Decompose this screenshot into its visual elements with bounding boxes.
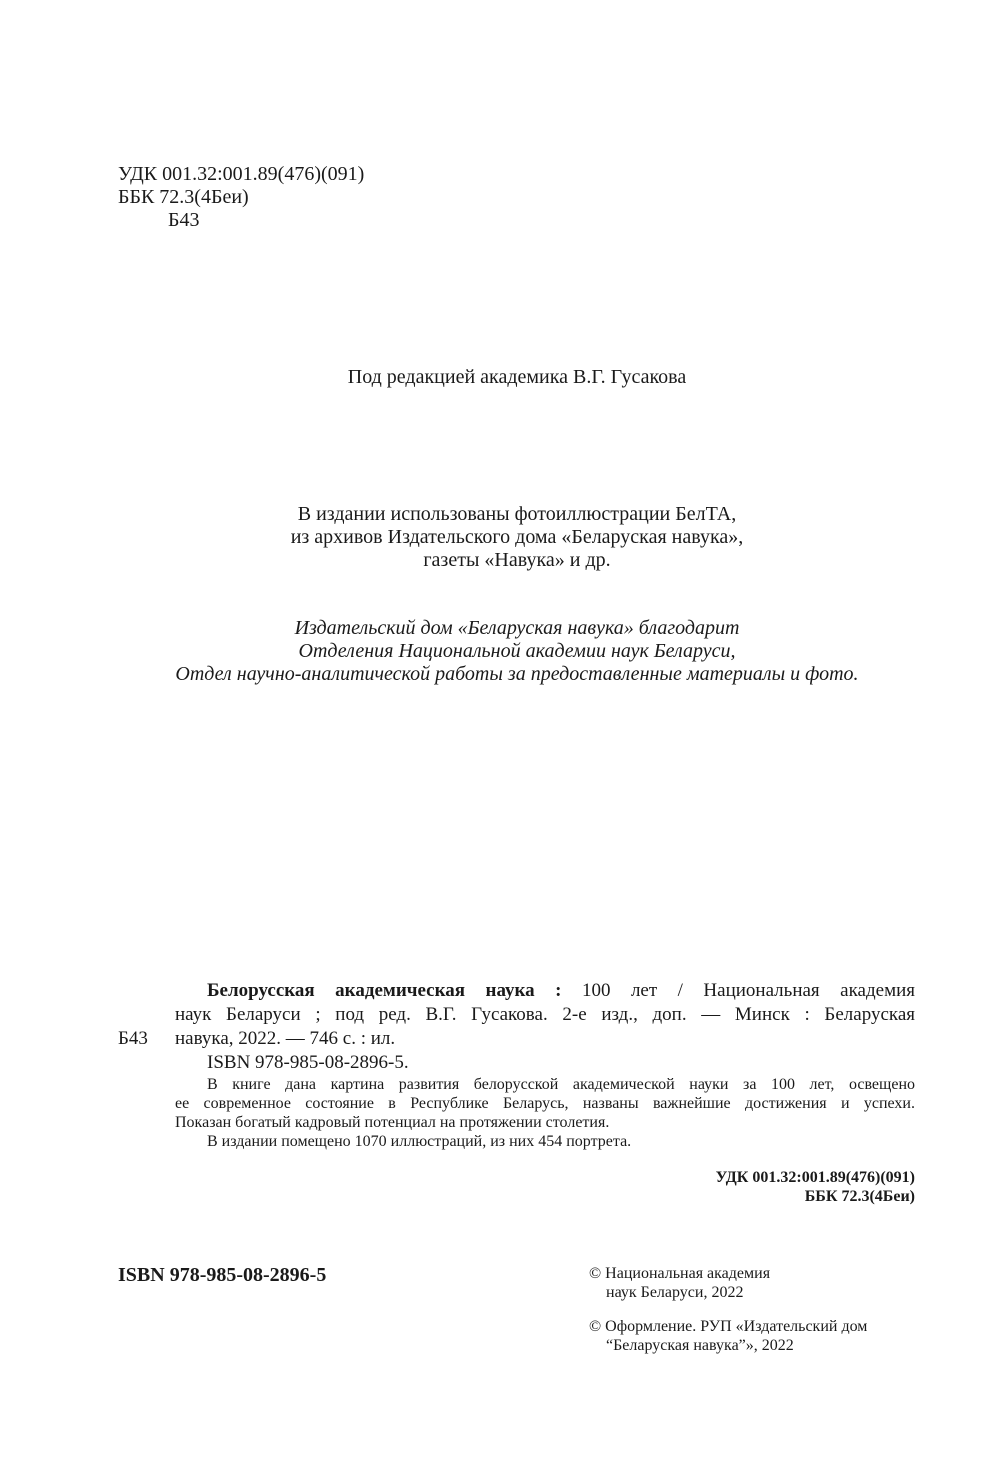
acknowledgement-line: Издательский дом «Беларуская навука» благодарит [294, 617, 740, 639]
copyright-item: © Национальная академия наук Беларуси, 2022 [589, 1265, 771, 1301]
catalog-card [175, 979, 915, 1075]
copyright-item: © Оформление. РУП «Издательский дом “Беларуская навука”», 2022 [589, 1318, 868, 1354]
catalog-codes [500, 1168, 915, 1206]
author-mark: Б43 [168, 209, 200, 231]
illustrations-count: В издании помещено 1070 иллюстраций, из них 454 портрета. [207, 1133, 632, 1150]
bbk-code: ББК 72.3(4Беи) [118, 186, 249, 208]
photo-credits-line: газеты «Навука» и др. [423, 549, 611, 571]
catalog-isbn: ISBN 978-985-08-2896-5. [207, 1052, 409, 1073]
annotation-line: ее современное состояние в Республике Беларусь, названы важнейшие достижения и успехи. [175, 1095, 915, 1112]
photo-credits [0, 503, 1004, 572]
catalog-udk: УДК 001.32:001.89(476)(091) [715, 1169, 915, 1186]
catalog-annotation [175, 1075, 915, 1151]
catalog-line-3: навука, 2022. — 746 с. : ил. [175, 1028, 396, 1049]
editor-line: Под редакцией академика В.Г. Гусакова [347, 366, 687, 388]
photo-credits-line: В издании использованы фотоиллюстрации БелТА, [297, 503, 737, 525]
annotation-line: В книге дана картина развития белорусской академической науки за 100 лет, освещено [207, 1076, 915, 1093]
acknowledgement [0, 617, 1004, 686]
catalog-author-mark: Б43 [118, 1028, 148, 1049]
photo-credits-line: из архивов Издательского дома «Беларуская навука», [290, 526, 744, 548]
acknowledgement-line: Отделения Национальной академии наук Беларуси, [298, 640, 736, 662]
catalog-line-2: наук Беларуси ; под ред. В.Г. Гусакова. 2-е изд., доп. — Минск : Беларуская [175, 1004, 915, 1025]
catalog-line-1: Белорусская академическая наука : 100 лет / Национальная академия [207, 980, 915, 1001]
catalog-title: Белорусская академическая наука : [207, 980, 562, 1001]
catalog-bbk: ББК 72.3(4Беи) [804, 1188, 915, 1205]
annotation-line: Показан богатый кадровый потенциал на протяжении столетия. [175, 1114, 610, 1131]
top-codes [118, 163, 364, 232]
isbn: ISBN 978-985-08-2896-5 [118, 1264, 327, 1286]
copyright-block [589, 1264, 867, 1355]
udk-code: УДК 001.32:001.89(476)(091) [118, 163, 365, 185]
acknowledgement-line: Отдел научно-аналитической работы за предоставленные материалы и фото. [175, 663, 859, 685]
